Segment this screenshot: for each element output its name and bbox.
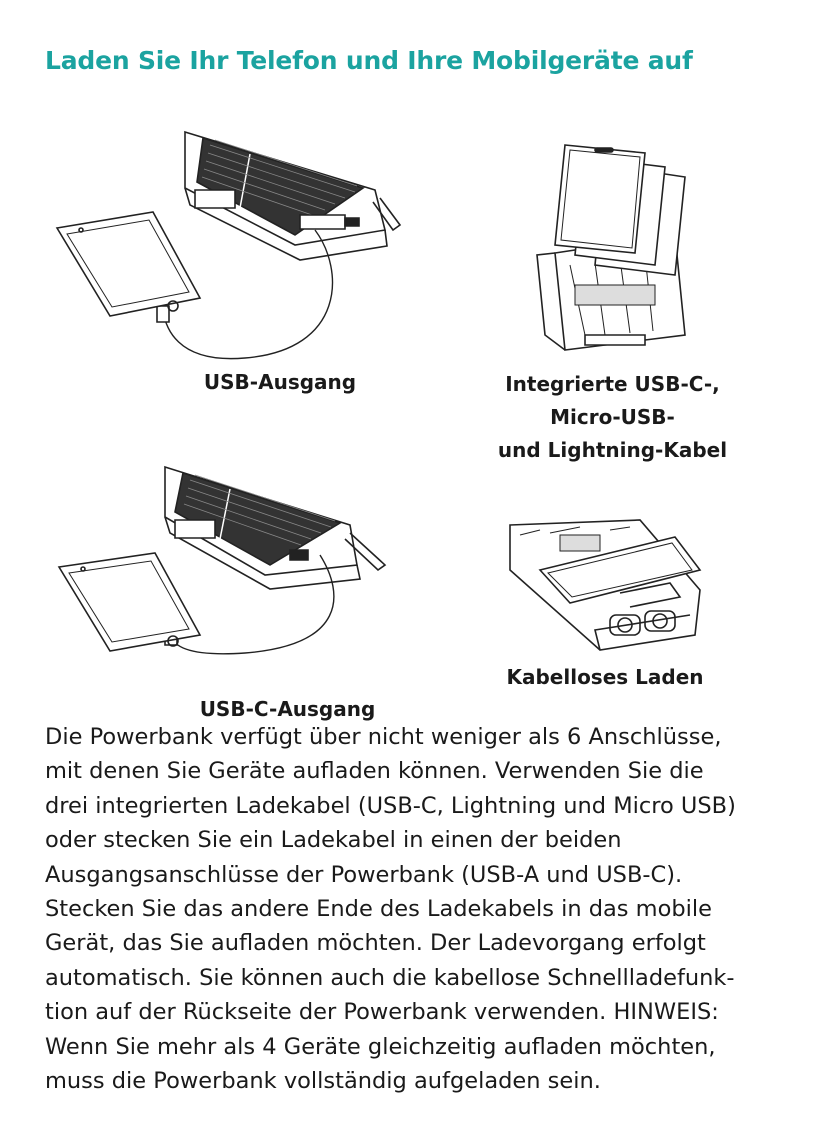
body-line: Gerät, das Sie aufladen möchten. Der Ladevorgang erfolgt <box>45 930 706 957</box>
body-line: Ausgangsanschlüsse der Powerbank (USB-A und USB-C). <box>45 861 683 888</box>
body-line: drei integrierten Ladekabel (USB-C, Lightning und Micro USB) <box>45 792 736 819</box>
caption-integrated-line3: und Lightning-Kabel <box>497 438 728 462</box>
caption-integrated-line2: Micro-USB- <box>550 405 675 429</box>
caption-integrated-line1: Integrierte USB-C-, <box>505 372 720 396</box>
body-line: Stecken Sie das andere Ende des Ladekabels in das mobile <box>45 896 712 923</box>
body-line: oder stecken Sie ein Ladekabel in einen der beiden <box>45 827 622 854</box>
caption-wireless: Kabelloses Laden <box>506 665 704 689</box>
page-heading: Laden Sie Ihr Telefon und Ihre Mobilgeräte auf <box>45 46 693 75</box>
body-line: muss die Powerbank vollständig aufgeladen sein. <box>45 1068 601 1095</box>
body-line: automatisch. Sie können auch die kabellose Schnellladefunk- <box>45 964 735 991</box>
caption-usb-output: USB-Ausgang <box>203 370 357 394</box>
body-line: mit denen Sie Geräte aufladen können. Verwenden Sie die <box>45 758 704 785</box>
usb-output-illustration <box>45 120 425 370</box>
integrated-cables-illustration <box>525 135 715 360</box>
body-line: tion auf der Rückseite der Powerbank verwenden. HINWEIS: <box>45 999 719 1026</box>
body-line: Die Powerbank verfügt über nicht weniger als 6 Anschlüsse, <box>45 724 722 750</box>
wireless-charging-illustration <box>500 515 715 655</box>
body-line: Wenn Sie mehr als 4 Geräte gleichzeitig aufladen möchten, <box>45 1033 716 1060</box>
body-text <box>45 720 785 1098</box>
caption-usbc-output: USB-C-Ausgang <box>199 697 376 721</box>
usbc-output-illustration <box>45 455 425 695</box>
